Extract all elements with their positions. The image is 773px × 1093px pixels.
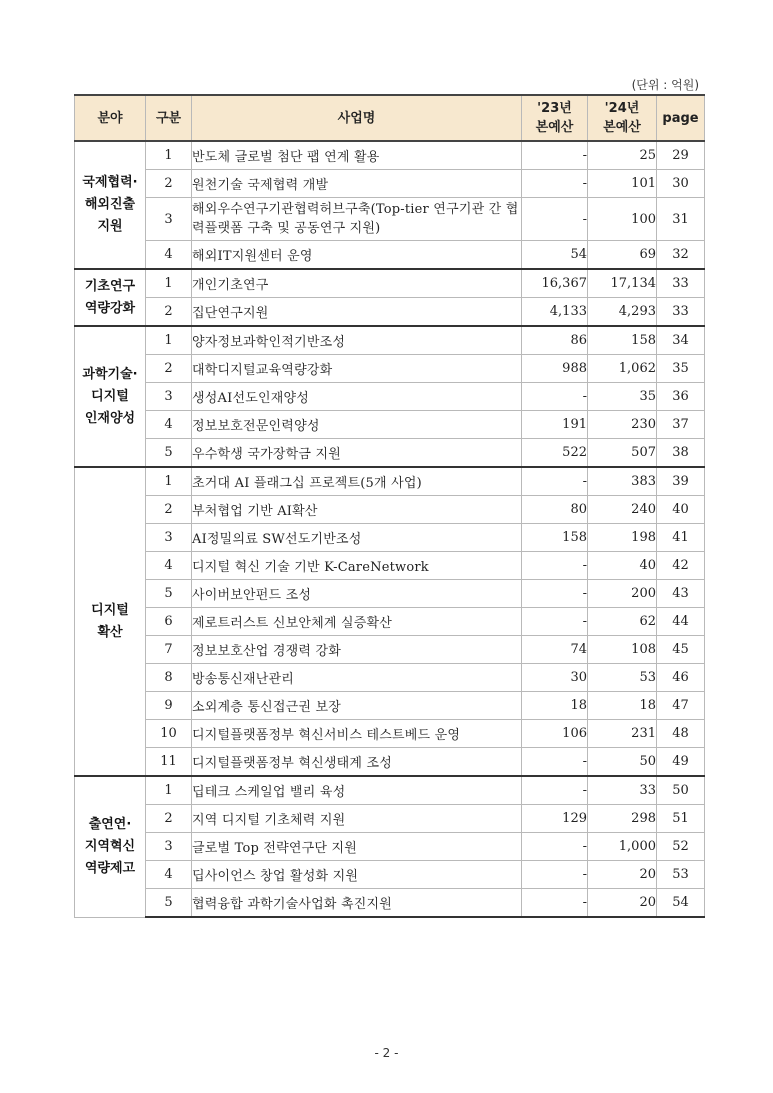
page-ref-cell: 41 bbox=[657, 524, 705, 552]
budget-2024-cell: 35 bbox=[588, 383, 657, 411]
page-ref-cell: 48 bbox=[657, 720, 705, 748]
table-row bbox=[75, 241, 705, 270]
project-name-cell: 해외IT지원센터 운영 bbox=[192, 241, 522, 270]
budget-2024-cell: 53 bbox=[588, 664, 657, 692]
row-number-cell: 6 bbox=[146, 608, 192, 636]
budget-2024-cell: 20 bbox=[588, 889, 657, 918]
budget-2023-cell: 522 bbox=[522, 439, 588, 468]
row-number-cell: 3 bbox=[146, 524, 192, 552]
project-name-cell: 디지털플랫폼정부 혁신생태계 조성 bbox=[192, 748, 522, 777]
row-number-cell: 2 bbox=[146, 496, 192, 524]
header-y24 bbox=[588, 95, 657, 141]
budget-2023-cell: 86 bbox=[522, 326, 588, 355]
budget-2024-cell: 18 bbox=[588, 692, 657, 720]
page-ref-cell: 51 bbox=[657, 805, 705, 833]
table-row bbox=[75, 298, 705, 327]
field-cell: 국제협력· 해외진출 지원 bbox=[75, 141, 146, 269]
project-name-cell: 생성AI선도인재양성 bbox=[192, 383, 522, 411]
budget-2024-cell: 383 bbox=[588, 467, 657, 496]
budget-2023-cell: 80 bbox=[522, 496, 588, 524]
row-number-cell: 8 bbox=[146, 664, 192, 692]
project-name-cell: 부처협업 기반 AI확산 bbox=[192, 496, 522, 524]
project-name-cell: 집단연구지원 bbox=[192, 298, 522, 327]
budget-2023-cell: - bbox=[522, 198, 588, 241]
row-number-cell: 2 bbox=[146, 355, 192, 383]
budget-2023-cell: 988 bbox=[522, 355, 588, 383]
project-name-cell: 제로트러스트 신보안체계 실증확산 bbox=[192, 608, 522, 636]
project-name-cell: 정보보호산업 경쟁력 강화 bbox=[192, 636, 522, 664]
page-ref-cell: 35 bbox=[657, 355, 705, 383]
table-row bbox=[75, 776, 705, 805]
project-name-cell: 정보보호전문인력양성 bbox=[192, 411, 522, 439]
table-row bbox=[75, 198, 705, 241]
project-name-cell: 우수학생 국가장학금 지원 bbox=[192, 439, 522, 468]
budget-2024-cell: 50 bbox=[588, 748, 657, 777]
budget-2023-cell: - bbox=[522, 170, 588, 198]
page-ref-cell: 32 bbox=[657, 241, 705, 270]
page-ref-cell: 46 bbox=[657, 664, 705, 692]
page-ref-cell: 42 bbox=[657, 552, 705, 580]
header-y23 bbox=[522, 95, 588, 141]
budget-2024-cell: 69 bbox=[588, 241, 657, 270]
budget-2023-cell: 30 bbox=[522, 664, 588, 692]
row-number-cell: 11 bbox=[146, 748, 192, 777]
table-row bbox=[75, 833, 705, 861]
budget-2024-cell: 4,293 bbox=[588, 298, 657, 327]
field-cell: 디지털 확산 bbox=[75, 467, 146, 776]
page-ref-cell: 39 bbox=[657, 467, 705, 496]
budget-2024-cell: 101 bbox=[588, 170, 657, 198]
page-ref-cell: 33 bbox=[657, 298, 705, 327]
row-number-cell: 2 bbox=[146, 170, 192, 198]
row-number-cell: 1 bbox=[146, 776, 192, 805]
budget-2024-cell: 1,062 bbox=[588, 355, 657, 383]
budget-2024-cell: 108 bbox=[588, 636, 657, 664]
header-page: page bbox=[657, 95, 705, 141]
budget-2023-cell: 129 bbox=[522, 805, 588, 833]
budget-2024-cell: 20 bbox=[588, 861, 657, 889]
row-number-cell: 5 bbox=[146, 580, 192, 608]
header-y23-label: 본예산 bbox=[535, 120, 574, 135]
table-body bbox=[75, 141, 705, 917]
project-name-cell: 딥테크 스케일업 밸리 육성 bbox=[192, 776, 522, 805]
page-ref-cell: 30 bbox=[657, 170, 705, 198]
row-number-cell: 1 bbox=[146, 269, 192, 298]
project-name-cell: 디지털 혁신 기술 기반 K-CareNetwork bbox=[192, 552, 522, 580]
page-ref-cell: 34 bbox=[657, 326, 705, 355]
project-name-cell: 초거대 AI 플래그십 프로젝트(5개 사업) bbox=[192, 467, 522, 496]
budget-2023-cell: 4,133 bbox=[522, 298, 588, 327]
page-ref-cell: 52 bbox=[657, 833, 705, 861]
table-row bbox=[75, 692, 705, 720]
budget-2023-cell: - bbox=[522, 141, 588, 170]
budget-2024-cell: 33 bbox=[588, 776, 657, 805]
project-name-cell: 양자정보과학인적기반조성 bbox=[192, 326, 522, 355]
project-name-cell: AI정밀의료 SW선도기반조성 bbox=[192, 524, 522, 552]
field-cell: 과학기술· 디지털 인재양성 bbox=[75, 326, 146, 467]
header-field: 분야 bbox=[75, 95, 146, 141]
page-ref-cell: 36 bbox=[657, 383, 705, 411]
table-row bbox=[75, 496, 705, 524]
budget-2023-cell: 16,367 bbox=[522, 269, 588, 298]
budget-2024-cell: 200 bbox=[588, 580, 657, 608]
budget-2023-cell: - bbox=[522, 861, 588, 889]
budget-2024-cell: 17,134 bbox=[588, 269, 657, 298]
table-row bbox=[75, 383, 705, 411]
row-number-cell: 4 bbox=[146, 861, 192, 889]
table-row bbox=[75, 326, 705, 355]
page-ref-cell: 31 bbox=[657, 198, 705, 241]
budget-2023-cell: - bbox=[522, 889, 588, 918]
row-number-cell: 4 bbox=[146, 411, 192, 439]
budget-2023-cell: - bbox=[522, 467, 588, 496]
row-number-cell: 10 bbox=[146, 720, 192, 748]
table-row bbox=[75, 580, 705, 608]
row-number-cell: 4 bbox=[146, 241, 192, 270]
row-number-cell: 5 bbox=[146, 439, 192, 468]
table-row bbox=[75, 355, 705, 383]
page-ref-cell: 40 bbox=[657, 496, 705, 524]
budget-2024-cell: 25 bbox=[588, 141, 657, 170]
unit-label: (단위 : 억원) bbox=[631, 78, 699, 92]
budget-2023-cell: - bbox=[522, 608, 588, 636]
project-name-cell: 원천기술 국제협력 개발 bbox=[192, 170, 522, 198]
table-row bbox=[75, 467, 705, 496]
budget-2023-cell: 18 bbox=[522, 692, 588, 720]
table-row bbox=[75, 170, 705, 198]
table-row bbox=[75, 805, 705, 833]
budget-2024-cell: 240 bbox=[588, 496, 657, 524]
table-row bbox=[75, 269, 705, 298]
project-name-cell: 대학디지털교육역량강화 bbox=[192, 355, 522, 383]
project-name-cell: 방송통신재난관리 bbox=[192, 664, 522, 692]
budget-2023-cell: 106 bbox=[522, 720, 588, 748]
table-row bbox=[75, 889, 705, 918]
project-name-cell: 글로벌 Top 전략연구단 지원 bbox=[192, 833, 522, 861]
page-ref-cell: 37 bbox=[657, 411, 705, 439]
header-row bbox=[75, 95, 705, 141]
project-name-cell: 해외우수연구기관협력허브구축(Top-tier 연구기관 간 협력플랫폼 구축 및 공동연구 지원) bbox=[192, 198, 522, 241]
budget-2024-cell: 507 bbox=[588, 439, 657, 468]
budget-2024-cell: 40 bbox=[588, 552, 657, 580]
project-name-cell: 협력융합 과학기술사업화 촉진지원 bbox=[192, 889, 522, 918]
row-number-cell: 1 bbox=[146, 467, 192, 496]
header-y23-year: '23년 bbox=[537, 101, 572, 116]
budget-2023-cell: - bbox=[522, 833, 588, 861]
budget-2024-cell: 1,000 bbox=[588, 833, 657, 861]
table-row bbox=[75, 608, 705, 636]
project-name-cell: 소외계층 통신접근권 보장 bbox=[192, 692, 522, 720]
budget-2024-cell: 62 bbox=[588, 608, 657, 636]
row-number-cell: 3 bbox=[146, 383, 192, 411]
table-row bbox=[75, 411, 705, 439]
row-number-cell: 1 bbox=[146, 326, 192, 355]
project-name-cell: 디지털플랫폼정부 혁신서비스 테스트베드 운영 bbox=[192, 720, 522, 748]
page-ref-cell: 50 bbox=[657, 776, 705, 805]
row-number-cell: 2 bbox=[146, 298, 192, 327]
row-number-cell: 4 bbox=[146, 552, 192, 580]
budget-2024-cell: 231 bbox=[588, 720, 657, 748]
budget-2023-cell: - bbox=[522, 580, 588, 608]
budget-2023-cell: 74 bbox=[522, 636, 588, 664]
budget-2023-cell: 54 bbox=[522, 241, 588, 270]
page-ref-cell: 43 bbox=[657, 580, 705, 608]
project-name-cell: 개인기초연구 bbox=[192, 269, 522, 298]
row-number-cell: 5 bbox=[146, 889, 192, 918]
header-no: 구분 bbox=[146, 95, 192, 141]
table-row bbox=[75, 439, 705, 468]
row-number-cell: 3 bbox=[146, 198, 192, 241]
budget-2024-cell: 100 bbox=[588, 198, 657, 241]
row-number-cell: 9 bbox=[146, 692, 192, 720]
header-y24-label: 본예산 bbox=[603, 120, 641, 135]
page-ref-cell: 53 bbox=[657, 861, 705, 889]
project-name-cell: 지역 디지털 기초체력 지원 bbox=[192, 805, 522, 833]
page-ref-cell: 45 bbox=[657, 636, 705, 664]
budget-2023-cell: - bbox=[522, 776, 588, 805]
table-row bbox=[75, 636, 705, 664]
row-number-cell: 3 bbox=[146, 833, 192, 861]
budget-2023-cell: - bbox=[522, 552, 588, 580]
page-ref-cell: 33 bbox=[657, 269, 705, 298]
budget-2023-cell: 158 bbox=[522, 524, 588, 552]
budget-2023-cell: 191 bbox=[522, 411, 588, 439]
table-row bbox=[75, 141, 705, 170]
page-ref-cell: 38 bbox=[657, 439, 705, 468]
project-name-cell: 반도체 글로벌 첨단 팹 연계 활용 bbox=[192, 141, 522, 170]
page-ref-cell: 49 bbox=[657, 748, 705, 777]
header-y24-year: '24년 bbox=[604, 101, 640, 116]
page-ref-cell: 44 bbox=[657, 608, 705, 636]
project-name-cell: 사이버보안펀드 조성 bbox=[192, 580, 522, 608]
header-name: 사업명 bbox=[192, 95, 522, 141]
budget-2024-cell: 298 bbox=[588, 805, 657, 833]
page-ref-cell: 47 bbox=[657, 692, 705, 720]
table-row bbox=[75, 524, 705, 552]
budget-2023-cell: - bbox=[522, 748, 588, 777]
table-row bbox=[75, 720, 705, 748]
budget-table bbox=[74, 94, 705, 918]
table-row bbox=[75, 664, 705, 692]
budget-2023-cell: - bbox=[522, 383, 588, 411]
page-ref-cell: 54 bbox=[657, 889, 705, 918]
row-number-cell: 2 bbox=[146, 805, 192, 833]
row-number-cell: 1 bbox=[146, 141, 192, 170]
page-number: - 2 - bbox=[374, 1046, 399, 1060]
budget-2024-cell: 230 bbox=[588, 411, 657, 439]
budget-2024-cell: 158 bbox=[588, 326, 657, 355]
table-row bbox=[75, 552, 705, 580]
row-number-cell: 7 bbox=[146, 636, 192, 664]
budget-2024-cell: 198 bbox=[588, 524, 657, 552]
project-name-cell: 딥사이언스 창업 활성화 지원 bbox=[192, 861, 522, 889]
field-cell: 기초연구 역량강화 bbox=[75, 269, 146, 326]
field-cell: 출연연· 지역혁신 역량제고 bbox=[75, 776, 146, 917]
table-row bbox=[75, 748, 705, 777]
table-row bbox=[75, 861, 705, 889]
page-ref-cell: 29 bbox=[657, 141, 705, 170]
